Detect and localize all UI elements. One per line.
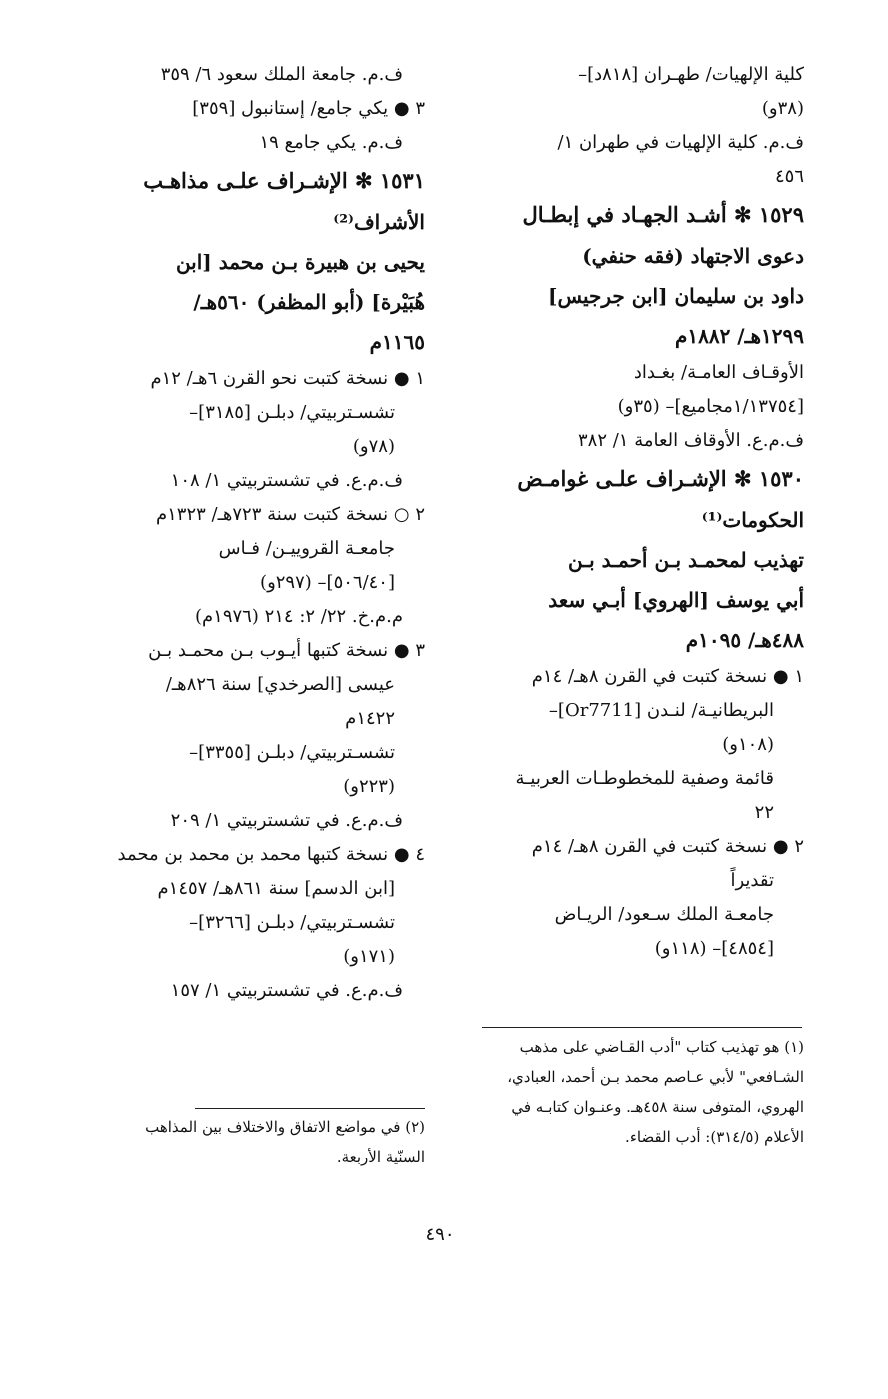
left-column-line: (٢٢٣و) [343,776,395,797]
right-column-line: داود بن سليمان [ابن جرجيس] [548,284,804,308]
right-column-line: كلية الإلهيات/ طهـران [٨١٨د]– [578,64,804,85]
right-column-line: (١٠٨و) [722,734,774,755]
footnote-line: السنّية الأربعة. [336,1148,425,1166]
footnote-left [85,1112,425,1172]
right-column-line: البريطانيـة/ لنـدن [Or7711]– [548,700,774,721]
right-column-line: تقديراً [730,870,774,891]
footnote-rule-right [482,1027,802,1028]
footnote-line: الشـافعي" لأبي عـاصم محمد بـن أحمد، العبادي، [507,1068,804,1086]
footnote-line: الهروي، المتوفى سنة ٤٥٨هـ. وعنـوان كتابـه في [511,1098,804,1116]
right-column-line: (٣٨و) [761,98,804,119]
right-column-line: [١/١٣٧٥٤مجاميع]– (٣٥و) [617,396,804,417]
left-column-line: يحيى بن هبيرة بـن محمد [ابن [175,250,425,274]
footnote-line: الأعلام (٣١٤/٥): أدب القضاء. [625,1128,804,1146]
left-column-line: [ابن الدسم] سنة ٨٦١هـ/ ١٤٥٧م [157,878,395,899]
left-column-line: ١٥٣١ ✻ الإشـراف علـى مذاهـب [143,168,425,193]
left-column-line: ف.م. يكي جامع ١٩ [259,132,403,153]
footnote-right [470,1032,804,1152]
right-column-line: ٤٨٨هـ/ ١٠٩٥م [685,628,804,652]
left-column-line: ٣ ● نسخة كتبها أيـوب بـن محمـد بـن [148,640,425,661]
left-column-line: هُبَيْرة] (أبو المظفر) ٥٦٠هـ/ [193,290,425,314]
footnote-line: (١) هو تهذيب كتاب "أدب القـاضي على مذهب [519,1038,804,1056]
left-column-line: [٥٠٦/٤٠]– (٢٩٧و) [260,572,395,593]
right-column-line: ٢٢ [754,802,774,823]
left-column-line: ف.م. جامعة الملك سعود ٦/ ٣٥٩ [160,64,403,85]
left-column-line: ف.م.ع. في تشستربيتي ١/ ١٥٧ [170,980,403,1001]
right-column-line: الحكومات⁽¹⁾ [701,508,804,532]
right-column-line: ١٢٩٩هـ/ ١٨٨٢م [674,324,804,348]
left-column-line: تشسـتربيتي/ دبلـن [٣١٨٥]– [189,402,395,423]
right-column-line: ٢ ● نسخة كتبت في القرن ٨هـ/ ١٤م [531,836,804,857]
right-column-line: ١٥٢٩ ✻ أشـد الجهـاد في إبطـال [522,202,804,227]
left-column-line: ف.م.ع. في تشستربيتي ١/ ١٠٨ [170,470,403,491]
right-column-line: جامعـة الملك سـعود/ الريـاض [554,904,774,925]
page-number: ٤٩٠ [425,1224,455,1245]
left-column-line: (١٧١و) [343,946,395,967]
right-column-line: ف.م.ع. الأوقاف العامة ١/ ٣٨٢ [577,430,804,451]
left-column-line: الأشراف⁽²⁾ [333,210,425,234]
right-column-line: [٤٨٥٤]– (١١٨و) [654,938,774,959]
left-column-line: ٢ ○ نسخة كتبت سنة ٧٢٣هـ/ ١٣٢٣م [155,504,425,525]
footnote-rule-left [195,1108,425,1109]
right-column-line: تهذيب لمحمـد بـن أحمـد بـن [568,548,804,572]
left-column-line: ٣ ● يكي جامع/ إستانبول [٣٥٩] [192,98,425,119]
right-column-line: قائمة وصفية للمخطوطـات العربيـة [515,768,774,789]
left-column-line: م.م.خ. ٢٢/ ٢: ٢١٤ (١٩٧٦م) [194,606,403,627]
left-column-line: ٤ ● نسخة كتبها محمد بن محمد بن محمد [117,844,425,865]
right-column [470,58,804,966]
left-column-line: ١٤٢٢م [345,708,395,729]
right-column-line: الأوقـاف العامـة/ بغـداد [633,362,804,383]
right-column-line: دعوى الاجتهاد (فقه حنفي) [582,244,804,268]
right-column-line: ١ ● نسخة كتبت في القرن ٨هـ/ ١٤م [531,666,804,687]
left-column-line: تشسـتربيتي/ دبلـن [٣٢٦٦]– [189,912,395,933]
left-column-line: ١ ● نسخة كتبت نحو القرن ٦هـ/ ١٢م [150,368,425,389]
footnote-line: (٢) في مواضع الاتفاق والاختلاف بين المذاهب [145,1118,425,1136]
left-column-line: (٧٨و) [352,436,395,457]
left-column [85,58,425,1008]
left-column-line: عيسى [الصرخدي] سنة ٨٢٦هـ/ [165,674,395,695]
right-column-line: ٤٥٦ [774,166,804,187]
left-column-line: جامعـة القروييـن/ فـاس [218,538,395,559]
left-column-line: ١١٦٥م [369,330,425,354]
right-column-line: أبي يوسف [الهروي] أبـي سعد [548,588,804,612]
right-column-line: ١٥٣٠ ✻ الإشـراف علـى غوامـض [517,466,804,491]
left-column-line: ف.م.ع. في تشستربيتي ١/ ٢٠٩ [170,810,403,831]
right-column-line: ف.م. كلية الإلهيات في طهران ١/ [557,132,804,153]
left-column-line: تشسـتربيتي/ دبلـن [٣٣٥٥]– [189,742,395,763]
